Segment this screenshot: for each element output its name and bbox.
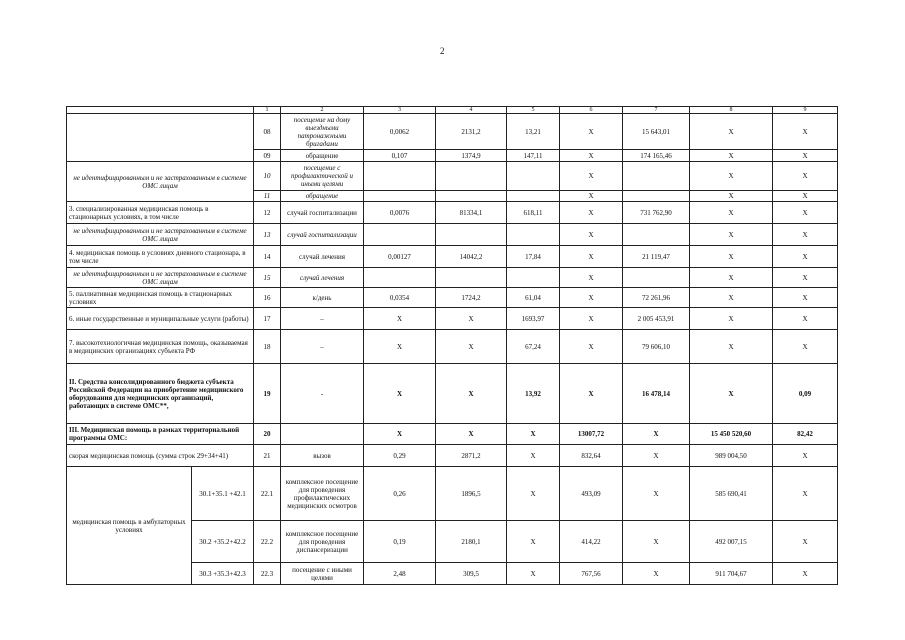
cell-c6: Х <box>560 330 623 364</box>
cell-c7 <box>623 162 690 191</box>
row-unit: обращение <box>281 150 364 162</box>
row-unit: – <box>281 308 364 330</box>
cell-c9: Х <box>773 246 838 268</box>
cell-c5: Х <box>507 563 560 585</box>
cell-c7: 731 762,90 <box>623 202 690 224</box>
header-cell: 9 <box>773 107 838 114</box>
table-row <box>67 246 838 268</box>
table-row <box>67 114 838 150</box>
cell-c9: 82,42 <box>773 424 838 445</box>
row-unit <box>281 424 364 445</box>
cell-c7: 21 119,47 <box>623 246 690 268</box>
cell-c5: 61,04 <box>507 288 560 308</box>
row-unit: случай лечения <box>281 246 364 268</box>
cell-c8: 15 450 520,60 <box>690 424 773 445</box>
header-cell: 2 <box>281 107 364 114</box>
cell-c9: Х <box>773 563 838 585</box>
cell-c4: 2131,2 <box>436 114 507 150</box>
cell-c5: 1693,97 <box>507 308 560 330</box>
cell-c6: Х <box>560 114 623 150</box>
cell-c4 <box>436 191 507 202</box>
cell-c9: Х <box>773 445 838 467</box>
cell-c8: 989 004,50 <box>690 445 773 467</box>
row-code: 21 <box>254 445 281 467</box>
cell-c6: 832,64 <box>560 445 623 467</box>
cell-c7 <box>623 268 690 288</box>
cell-c3 <box>364 162 436 191</box>
cell-c3: 0,00127 <box>364 246 436 268</box>
cell-c3: 0,0076 <box>364 202 436 224</box>
header-cell: 7 <box>623 107 690 114</box>
table-row <box>67 268 838 288</box>
row-label: скорая медицинская помощь (сумма строк 29+34+41) <box>67 445 254 467</box>
cell-c8: Х <box>690 268 773 288</box>
row-unit: посещение с профилактической и иными целями <box>281 162 364 191</box>
row-unit: случай госпитализации <box>281 224 364 246</box>
cell-c8: 492 007,15 <box>690 521 773 563</box>
cell-c7: Х <box>623 521 690 563</box>
cell-c4: 14042,2 <box>436 246 507 268</box>
row-sum: 30.2 +35.2+42.2 <box>192 521 254 563</box>
cell-c6: Х <box>560 364 623 424</box>
cell-c9: Х <box>773 150 838 162</box>
cell-c4: 2180,1 <box>436 521 507 563</box>
header-cell: 3 <box>364 107 436 114</box>
cell-c7: 2 005 453,91 <box>623 308 690 330</box>
table-row <box>67 330 838 364</box>
row-label: не идентифицированным и не застрахованным в системе ОМС лицам <box>67 224 254 246</box>
table-row <box>67 364 838 424</box>
cell-c9: Х <box>773 224 838 246</box>
row-label: 4. медицинская помощь в условиях дневного стационара, в том числе <box>67 246 254 268</box>
cell-c3: 0,0354 <box>364 288 436 308</box>
row-code: 13 <box>254 224 281 246</box>
cell-c3 <box>364 191 436 202</box>
row-code: 12 <box>254 202 281 224</box>
row-code: 20 <box>254 424 281 445</box>
cell-c6: Х <box>560 288 623 308</box>
row-code: 16 <box>254 288 281 308</box>
row-unit: - <box>281 364 364 424</box>
cell-c4: Х <box>436 330 507 364</box>
cell-c6: 414,22 <box>560 521 623 563</box>
row-code: 18 <box>254 330 281 364</box>
cell-c5: Х <box>507 467 560 521</box>
cell-c6: 493,09 <box>560 467 623 521</box>
cell-c3: Х <box>364 364 436 424</box>
cell-c8: Х <box>690 246 773 268</box>
cell-c6: Х <box>560 162 623 191</box>
row-unit: комплексное посещение для проведения профилактических медицинских осмотров <box>281 467 364 521</box>
row-code: 22.1 <box>254 467 281 521</box>
cell-c8: Х <box>690 114 773 150</box>
cell-c3: Х <box>364 330 436 364</box>
row-unit: посещение на дому выездными патронажными бригадами <box>281 114 364 150</box>
cell-c4: Х <box>436 424 507 445</box>
cell-c8: Х <box>690 308 773 330</box>
cell-c4 <box>436 162 507 191</box>
cell-c3 <box>364 224 436 246</box>
row-unit: случай госпитализации <box>281 202 364 224</box>
cell-c7 <box>623 224 690 246</box>
cell-c9: Х <box>773 288 838 308</box>
row-label: II. Средства консолидированного бюджета субъекта Российской Федерации на приобретение медицинского оборудования для медицинских организаций, работающих в системе ОМС**, <box>67 364 254 424</box>
table-row <box>67 202 838 224</box>
cell-c4: 1724,2 <box>436 288 507 308</box>
cell-c6: 767,56 <box>560 563 623 585</box>
header-cell: 1 <box>254 107 281 114</box>
cell-c4 <box>436 224 507 246</box>
cell-c4: 2871,2 <box>436 445 507 467</box>
cell-c9: Х <box>773 521 838 563</box>
header-cell: 6 <box>560 107 623 114</box>
row-code: 22.3 <box>254 563 281 585</box>
row-unit: вызов <box>281 445 364 467</box>
cell-c5: 67,24 <box>507 330 560 364</box>
cell-c5: Х <box>507 445 560 467</box>
cell-c9: Х <box>773 202 838 224</box>
table-row <box>67 467 838 521</box>
cell-c6: Х <box>560 308 623 330</box>
cell-c6: Х <box>560 191 623 202</box>
table-row <box>67 162 838 191</box>
cell-c5: 618,11 <box>507 202 560 224</box>
cell-c8: Х <box>690 202 773 224</box>
cell-c4: Х <box>436 308 507 330</box>
cell-c7: 16 478,14 <box>623 364 690 424</box>
row-label: медицинская помощь в амбулаторных условиях <box>67 467 192 585</box>
cell-c8: Х <box>690 224 773 246</box>
cell-c7: 174 165,46 <box>623 150 690 162</box>
row-unit: – <box>281 330 364 364</box>
cell-c7: Х <box>623 424 690 445</box>
cell-c4: 81334,1 <box>436 202 507 224</box>
cell-c4: 309,5 <box>436 563 507 585</box>
cell-c5 <box>507 162 560 191</box>
cell-c9: Х <box>773 308 838 330</box>
cell-c3: 0,19 <box>364 521 436 563</box>
cell-c7: Х <box>623 467 690 521</box>
cell-c6: Х <box>560 268 623 288</box>
cell-c3: Х <box>364 308 436 330</box>
cell-c5 <box>507 224 560 246</box>
table-row <box>67 308 838 330</box>
row-code: 08 <box>254 114 281 150</box>
row-sum: 30.1+35.1 +42.1 <box>192 467 254 521</box>
table-row <box>67 224 838 246</box>
cell-c9: Х <box>773 268 838 288</box>
cell-c5: 147,11 <box>507 150 560 162</box>
row-code: 19 <box>254 364 281 424</box>
cell-c8: Х <box>690 330 773 364</box>
cell-c5: 17,84 <box>507 246 560 268</box>
cell-c3 <box>364 268 436 288</box>
cell-c8: Х <box>690 191 773 202</box>
row-label: не идентифицированным и не застрахованным в системе ОМС лицам <box>67 268 254 288</box>
cell-c9: Х <box>773 330 838 364</box>
row-label: не идентифицированным и не застрахованным в системе ОМС лицам <box>67 162 254 202</box>
data-table <box>66 106 838 585</box>
cell-c3: 2,48 <box>364 563 436 585</box>
cell-c9: Х <box>773 114 838 150</box>
row-code: 09 <box>254 150 281 162</box>
row-label <box>67 114 254 162</box>
row-unit: обращение <box>281 191 364 202</box>
row-label: 6. иные государственные и муниципальные услуги (работы) <box>67 308 254 330</box>
cell-c4: 1374,9 <box>436 150 507 162</box>
row-label: 7. высокотехнологичная медицинская помощь, оказываемая в медицинских организациях субъекта РФ <box>67 330 254 364</box>
cell-c5 <box>507 268 560 288</box>
cell-c9: Х <box>773 467 838 521</box>
cell-c5: Х <box>507 521 560 563</box>
header-cell: 4 <box>436 107 507 114</box>
cell-c8: Х <box>690 150 773 162</box>
cell-c5 <box>507 191 560 202</box>
cell-c8: 585 690,41 <box>690 467 773 521</box>
cell-c7: Х <box>623 563 690 585</box>
cell-c7: 79 606,10 <box>623 330 690 364</box>
table-row <box>67 424 838 445</box>
header-row <box>67 107 838 114</box>
cell-c6: Х <box>560 224 623 246</box>
cell-c8: 911 704,67 <box>690 563 773 585</box>
cell-c7: 72 261,96 <box>623 288 690 308</box>
header-cell: 8 <box>690 107 773 114</box>
row-label: 5. паллиативная медицинская помощь в стационарных условиях <box>67 288 254 308</box>
page-number: 2 <box>440 46 445 56</box>
cell-c9: Х <box>773 191 838 202</box>
cell-c7 <box>623 191 690 202</box>
cell-c9: 0,09 <box>773 364 838 424</box>
row-unit: посещение с иными целями <box>281 563 364 585</box>
cell-c5: 13,92 <box>507 364 560 424</box>
row-code: 17 <box>254 308 281 330</box>
cell-c4: Х <box>436 364 507 424</box>
cell-c4 <box>436 268 507 288</box>
row-unit: к/день <box>281 288 364 308</box>
row-label: III. Медицинская помощь в рамках территориальной программы ОМС: <box>67 424 254 445</box>
cell-c7: 15 643,01 <box>623 114 690 150</box>
cell-c4: 1896,5 <box>436 467 507 521</box>
cell-c8: Х <box>690 162 773 191</box>
cell-c7: Х <box>623 445 690 467</box>
cell-c9: Х <box>773 162 838 191</box>
cell-c3: 0,29 <box>364 445 436 467</box>
row-code: 22.2 <box>254 521 281 563</box>
row-label: 3. специализированная медицинская помощь в стационарных условиях, в том числе <box>67 202 254 224</box>
row-unit: случай лечения <box>281 268 364 288</box>
row-unit: комплексное посещение для проведения диспансеризации <box>281 521 364 563</box>
cell-c3: 0,0062 <box>364 114 436 150</box>
cell-c3: 0,107 <box>364 150 436 162</box>
row-sum: 30.3 +35.3+42.3 <box>192 563 254 585</box>
cell-c6: 13007,72 <box>560 424 623 445</box>
header-cell <box>67 107 254 114</box>
cell-c6: Х <box>560 202 623 224</box>
cell-c5: Х <box>507 424 560 445</box>
cell-c5: 13,21 <box>507 114 560 150</box>
table-row <box>67 288 838 308</box>
row-code: 10 <box>254 162 281 191</box>
cell-c3: Х <box>364 424 436 445</box>
row-code: 14 <box>254 246 281 268</box>
header-cell: 5 <box>507 107 560 114</box>
cell-c6: Х <box>560 246 623 268</box>
cell-c6: Х <box>560 150 623 162</box>
cell-c3: 0,26 <box>364 467 436 521</box>
table-row <box>67 445 838 467</box>
row-code: 11 <box>254 191 281 202</box>
cell-c8: Х <box>690 288 773 308</box>
cell-c8: Х <box>690 364 773 424</box>
row-code: 15 <box>254 268 281 288</box>
